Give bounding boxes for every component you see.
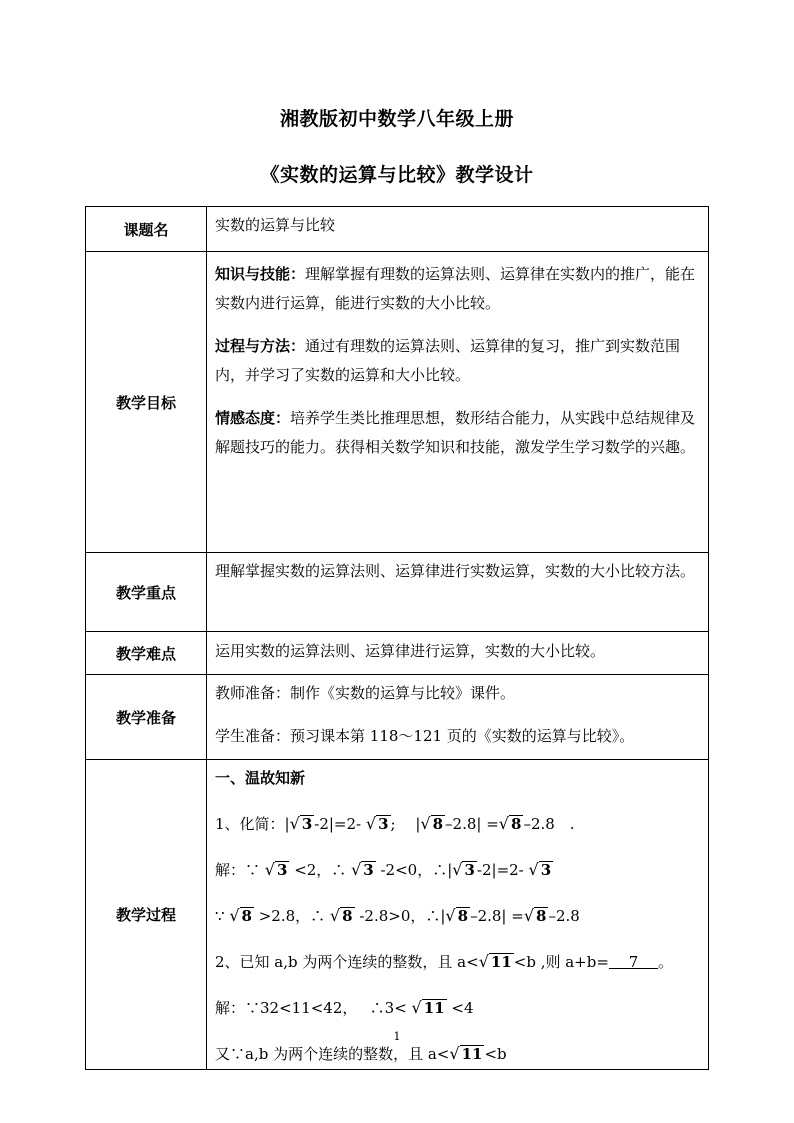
- row-label-difficulty: 教学难点: [86, 632, 207, 675]
- table-row: [86, 252, 709, 553]
- lesson-plan-table: [85, 206, 709, 1070]
- page-number: 1: [393, 1030, 401, 1043]
- table-row: [86, 760, 709, 1070]
- row-label-process: 教学过程: [86, 760, 207, 1070]
- document-title: 湘教版初中数学八年级上册: [279, 108, 514, 130]
- topic-name: 实数的运算与比较: [215, 216, 336, 234]
- answer-blank: 7: [608, 953, 659, 971]
- row-label-topic: 课题名: [86, 207, 207, 252]
- question-2: 2、已知 a,b 为两个连续的整数，且 a<√ 11 <b ,则 a+b= 7 。: [215, 952, 674, 971]
- document-subtitle: 《实数的运算与比较》教学设计: [260, 164, 534, 186]
- prep-student: 学生准备：预习课本第 118～121 页的《实数的运算与比较》。: [215, 727, 635, 745]
- table-row: [86, 632, 709, 675]
- prep-teacher: 教师准备：制作《实数的运算与比较》课件。: [215, 684, 516, 702]
- row-label-prep: 教学准备: [86, 675, 207, 760]
- difficulty-points: 运用实数的运算法则、运算律进行运算，实数的大小比较。: [215, 642, 606, 660]
- solution-line-4: 又∵a,b 为两个连续的整数，且 a<√ 11 <b: [215, 1044, 507, 1063]
- table-row: [86, 207, 709, 252]
- solution-line-3: 解：∵32<11<42， ∴3< √ 11 <4: [215, 998, 474, 1017]
- goal-emotion: 情感态度：培养学生类比推理思想，数形结合能力，从实践中总结规律及解题技巧的能力。获得相关数学知识和技能，激发学生学习数学的兴趣。: [215, 409, 696, 456]
- table-row: [86, 553, 709, 632]
- solution-line-2: ∵ √ 8 >2.8，∴ √ 8 -2.8>0，∴|√ 8 –2.8| =√ 8 –2.8: [215, 906, 580, 925]
- row-label-goals: 教学目标: [86, 252, 207, 553]
- section-heading: 一、温故知新: [215, 769, 306, 787]
- solution-line-1: 解：∵ √ 3 <2，∴ √ 3 -2<0，∴|√ 3 -2|=2- √ 3: [215, 860, 552, 879]
- row-label-key: 教学重点: [86, 553, 207, 632]
- question-1: 1、化简：|√ 3 -2|=2- √ 3 ; |√ 8 –2.8| =√ 8 –2.8 .: [215, 814, 575, 833]
- table-row: [86, 675, 709, 760]
- key-points: 理解掌握实数的运算法则、运算律进行实数运算，实数的大小比较方法。: [215, 562, 696, 580]
- goal-knowledge: 知识与技能：理解掌握有理数的运算法则、运算律在实数内的推广，能在实数内进行运算，能进行实数的大小比较。: [215, 265, 696, 312]
- goal-process: 过程与方法：通过有理数的运算法则、运算律的复习，推广到实数范围内，并学习了实数的运算和大小比较。: [215, 337, 681, 384]
